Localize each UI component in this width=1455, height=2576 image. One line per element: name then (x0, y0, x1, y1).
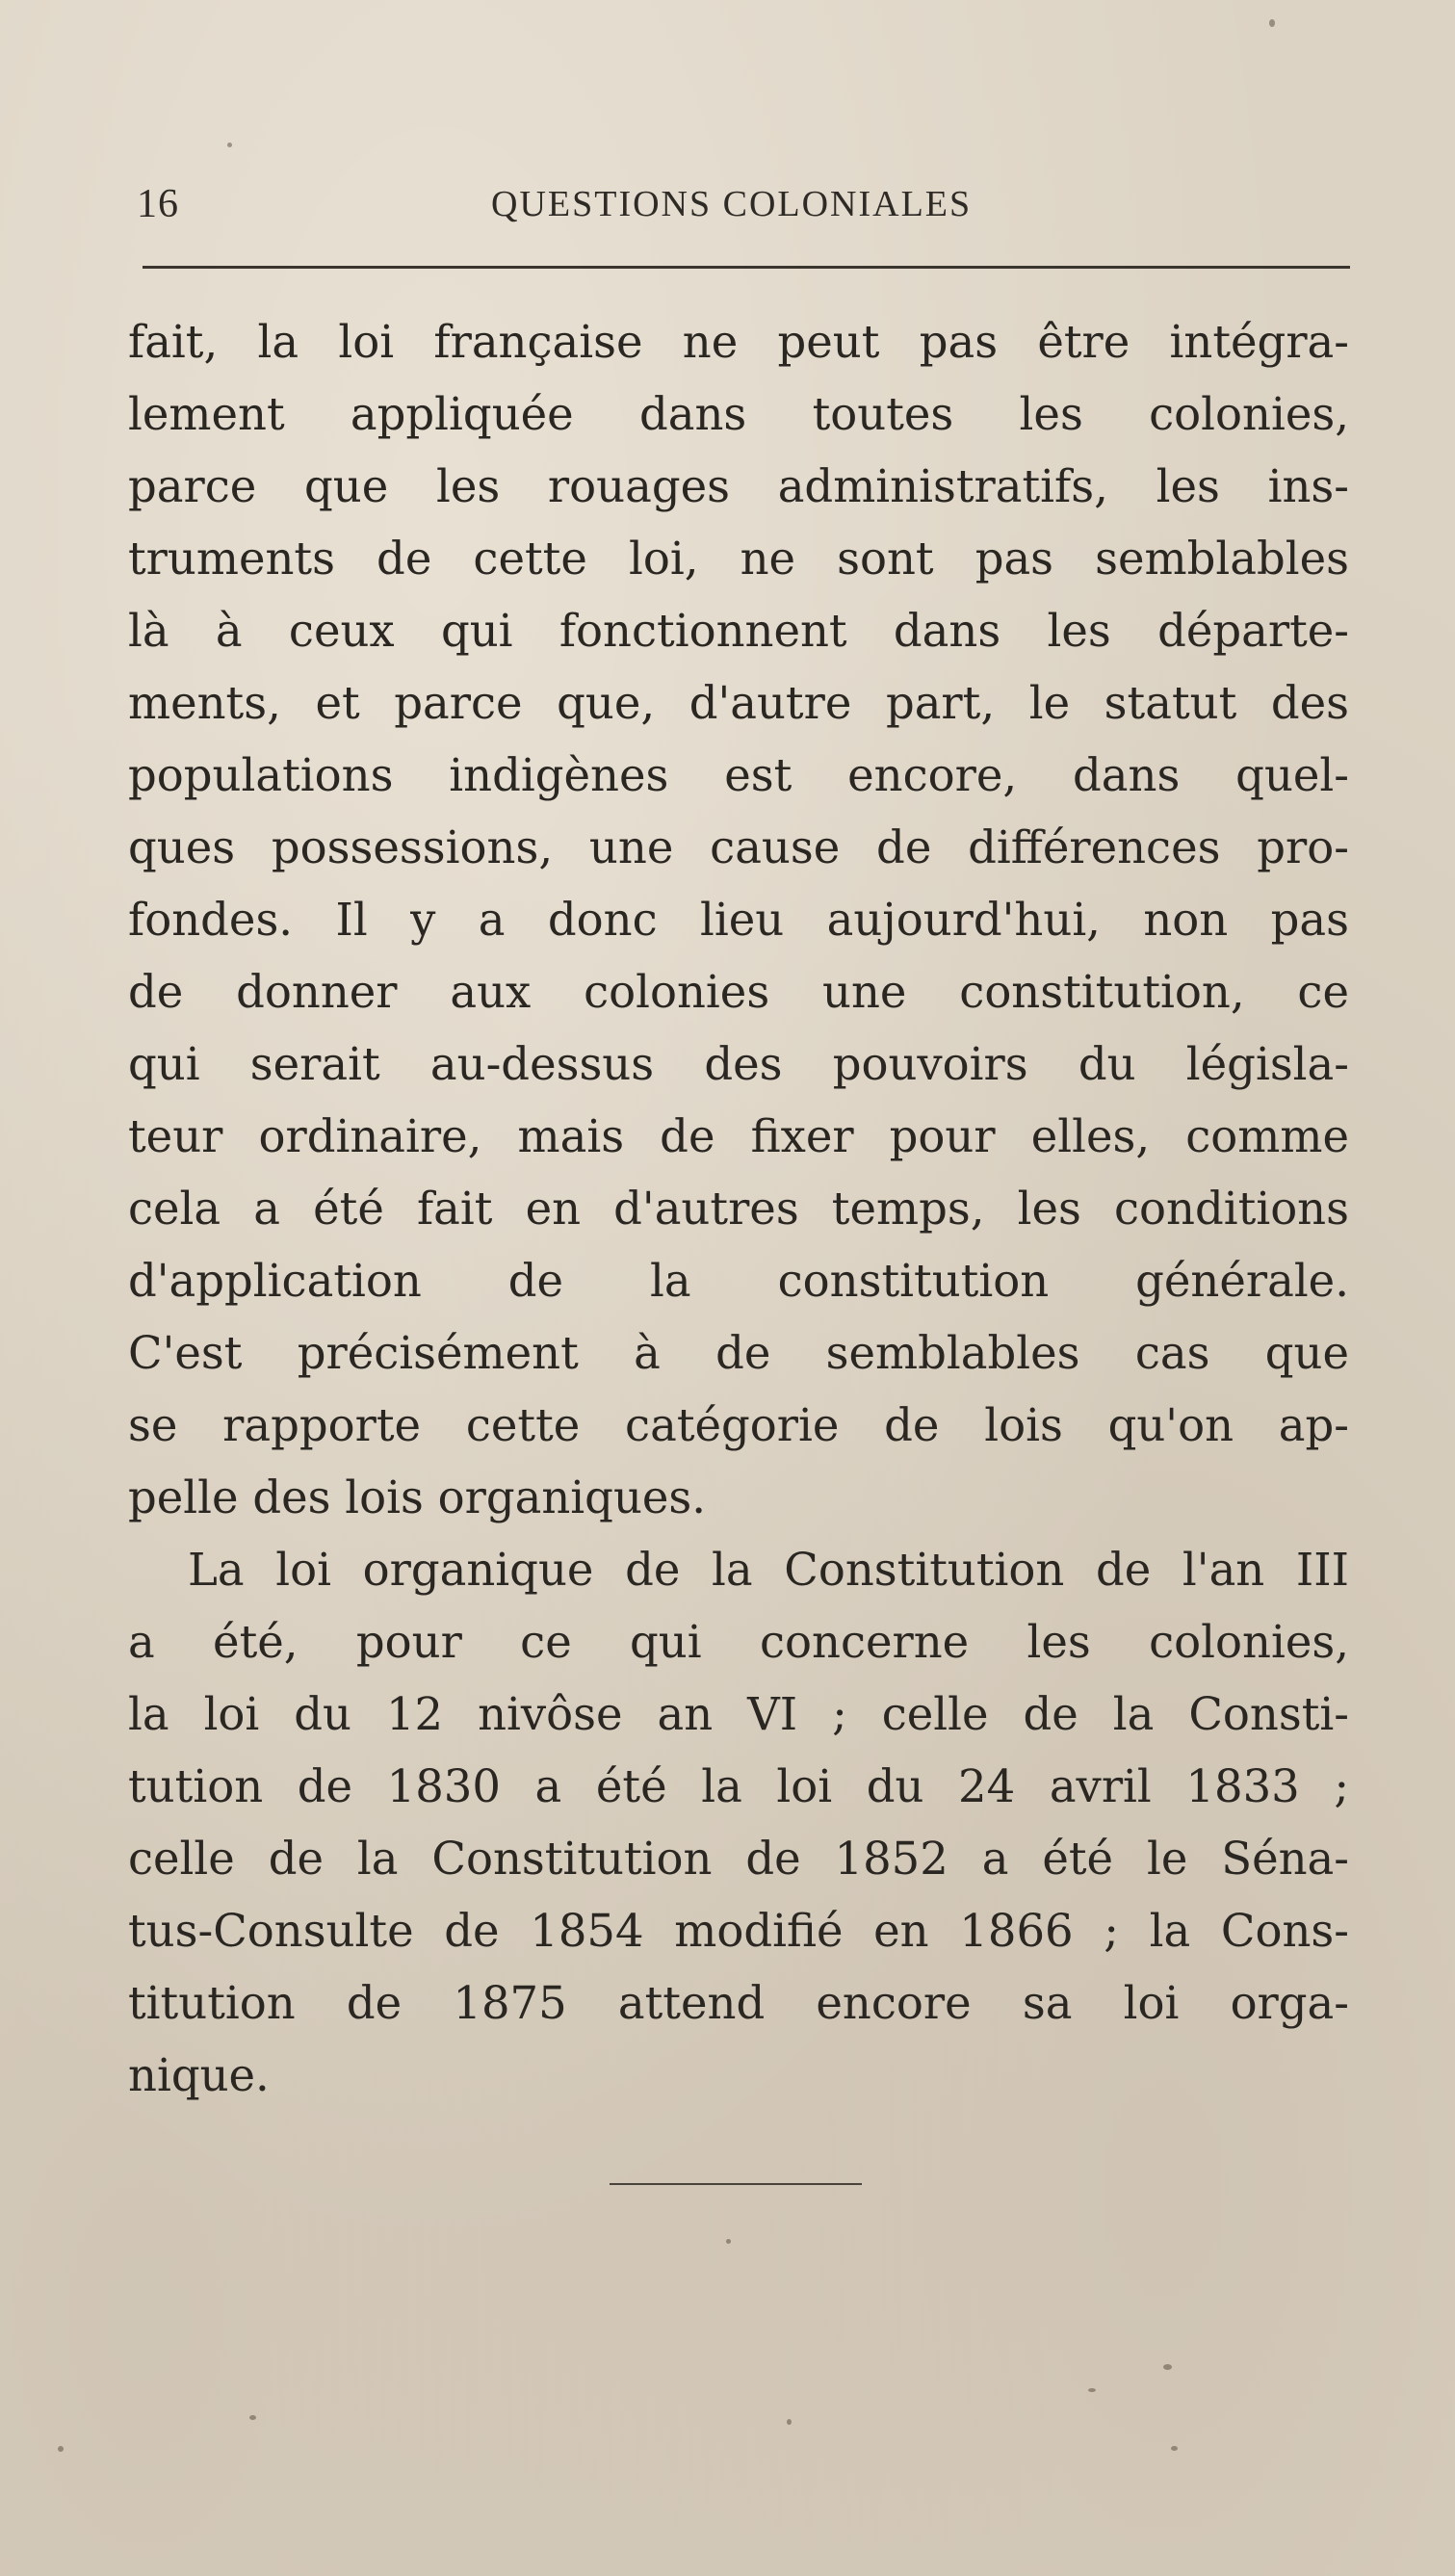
paper-speck (726, 2239, 731, 2244)
paper-speck (227, 143, 232, 147)
text-line: populations indigènes est encore, dans quel- (128, 749, 1349, 801)
text-line: truments de cette loi, ne sont pas semblables (128, 533, 1349, 585)
text-line: ques possessions, une cause de différences pro- (128, 821, 1349, 873)
text-line: d'application de la constitution générale. (128, 1255, 1349, 1307)
header-rule (143, 266, 1350, 269)
text-line: teur ordinaire, mais de fixer pour elles, comme (128, 1110, 1349, 1162)
body-text (128, 306, 1349, 2112)
page-header (125, 171, 1348, 229)
text-line: la loi du 12 nivôse an VI ; celle de la Consti- (128, 1688, 1349, 1740)
text-line: nique. (128, 2049, 270, 2101)
paper-speck (1088, 2388, 1096, 2392)
text-line: cela a été fait en d'autres temps, les conditions (128, 1183, 1349, 1235)
text-line: lement appliquée dans toutes les colonies, (128, 388, 1349, 440)
paper-speck (787, 2419, 792, 2425)
text-line: La loi organique de la Constitution de l'an III (188, 1544, 1349, 1596)
page-number: 16 (137, 182, 179, 226)
paper-speck (1171, 2446, 1178, 2451)
text-line: de donner aux colonies une constitution, ce (128, 966, 1349, 1018)
text-line: fondes. Il y a donc lieu aujourd'hui, non pas (128, 894, 1349, 946)
text-line: là à ceux qui fonctionnent dans les départe- (128, 605, 1349, 657)
text-line: parce que les rouages administratifs, les ins- (128, 460, 1349, 512)
text-line: se rapporte cette catégorie de lois qu'on ap- (128, 1399, 1349, 1451)
text-line: titution de 1875 attend encore sa loi orga- (128, 1977, 1349, 2029)
paper-speck (1163, 2364, 1172, 2370)
text-line: tus-Consulte de 1854 modifié en 1866 ; la Cons- (128, 1905, 1349, 1957)
text-line: celle de la Constitution de 1852 a été le Séna- (128, 1833, 1349, 1885)
end-rule (610, 2183, 862, 2185)
paper-speck (249, 2415, 256, 2420)
running-title: QUESTIONS COLONIALES (491, 184, 973, 224)
paper-speck (1269, 19, 1275, 27)
text-line: ments, et parce que, d'autre part, le statut des (128, 677, 1349, 729)
text-line: C'est précisément à de semblables cas que (128, 1327, 1349, 1379)
text-line: a été, pour ce qui concerne les colonies, (128, 1616, 1349, 1668)
text-line: tution de 1830 a été la loi du 24 avril 1833 ; (128, 1760, 1349, 1812)
text-line: fait, la loi française ne peut pas être intégra- (128, 316, 1349, 368)
paper-speck (58, 2446, 64, 2452)
text-line: pelle des lois organiques. (128, 1471, 707, 1523)
text-line: qui serait au-dessus des pouvoirs du législa- (128, 1038, 1349, 1090)
